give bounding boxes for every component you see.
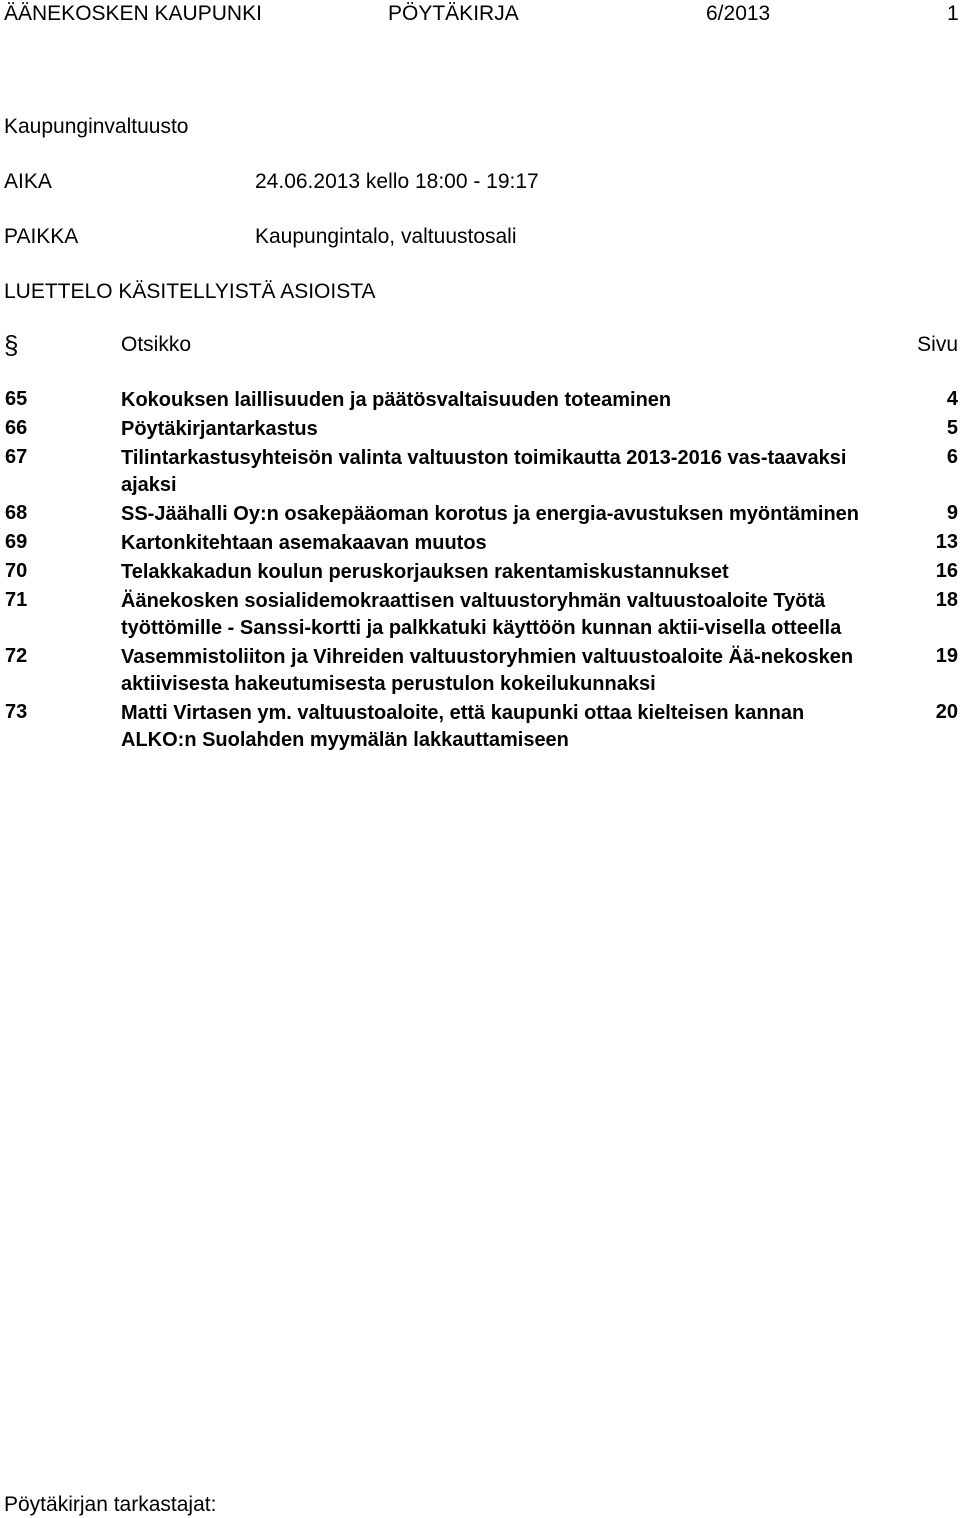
column-header-page: Sivu bbox=[917, 333, 958, 356]
agenda-page: 4 bbox=[946, 388, 958, 410]
agenda-number: 66 bbox=[5, 417, 28, 439]
time-label: AIKA bbox=[4, 170, 52, 193]
document-type: PÖYTÄKIRJA bbox=[388, 2, 519, 25]
column-header-title: Otsikko bbox=[121, 333, 192, 356]
agenda-list-title: LUETTELO KÄSITELLYISTÄ ASIOISTA bbox=[4, 280, 376, 303]
section-sign-icon: § bbox=[4, 330, 19, 360]
agenda-row bbox=[0, 559, 960, 586]
agenda-title: Telakkakadun koulun peruskorjauksen rakentamiskustannukset bbox=[121, 561, 729, 583]
agenda-title: Pöytäkirjantarkastus bbox=[121, 418, 318, 440]
place-value: Kaupungintalo, valtuustosali bbox=[255, 225, 517, 248]
agenda-row bbox=[0, 588, 960, 642]
agenda-page: 19 bbox=[935, 645, 958, 667]
agenda-number: 71 bbox=[5, 589, 28, 611]
agenda-row bbox=[0, 387, 960, 414]
agenda-number: 67 bbox=[5, 446, 28, 468]
agenda-number: 68 bbox=[5, 502, 28, 524]
agenda-page: 16 bbox=[935, 560, 958, 582]
page-number: 1 bbox=[947, 2, 959, 25]
agenda-row bbox=[0, 700, 960, 754]
agenda-page: 18 bbox=[935, 589, 958, 611]
agenda-list bbox=[0, 388, 960, 757]
agenda-number: 70 bbox=[5, 560, 28, 582]
agenda-number: 72 bbox=[5, 645, 28, 667]
agenda-title: Matti Virtasen ym. valtuustoaloite, että kaupunki ottaa kielteisen kannan ALKO:n Suolahden myymälän lakkauttamiseen bbox=[121, 702, 805, 751]
agenda-page: 6 bbox=[946, 446, 958, 468]
agenda-page: 20 bbox=[935, 701, 958, 723]
document-number: 6/2013 bbox=[706, 2, 771, 25]
agenda-page: 5 bbox=[946, 417, 958, 439]
place-label: PAIKKA bbox=[4, 225, 79, 248]
agenda-row bbox=[0, 501, 960, 528]
agenda-title: Kokouksen laillisuuden ja päätösvaltaisuuden toteaminen bbox=[121, 389, 672, 411]
agenda-title: Äänekosken sosialidemokraattisen valtuustoryhmän valtuustoaloite Työtä työttömille - Sanssi-kortti ja palkkatuki käyttöön kunnan aktii-visella otteella bbox=[121, 590, 842, 639]
agenda-title: Tilintarkastusyhteisön valinta valtuuston toimikautta 2013-2016 vas-taavaksi ajaksi bbox=[121, 447, 847, 496]
organization-name: ÄÄNEKOSKEN KAUPUNKI bbox=[4, 2, 262, 25]
time-value: 24.06.2013 kello 18:00 - 19:17 bbox=[255, 170, 539, 193]
agenda-page: 13 bbox=[935, 531, 958, 553]
agenda-number: 73 bbox=[5, 701, 28, 723]
agenda-number: 69 bbox=[5, 531, 28, 553]
agenda-title: Kartonkitehtaan asemakaavan muutos bbox=[121, 532, 487, 554]
agenda-row bbox=[0, 644, 960, 698]
agenda-title: Vasemmistoliiton ja Vihreiden valtuustoryhmien valtuustoaloite Ää-nekosken aktiivisesta hakeutumisesta perustulon kokeilukunnaksi bbox=[121, 646, 854, 695]
agenda-number: 65 bbox=[5, 388, 28, 410]
agenda-row bbox=[0, 530, 960, 557]
minutes-checkers-label: Pöytäkirjan tarkastajat: bbox=[4, 1493, 217, 1516]
agenda-row bbox=[0, 416, 960, 443]
agenda-page: 9 bbox=[946, 502, 958, 524]
agenda-title: SS-Jäähalli Oy:n osakepääoman korotus ja energia-avustuksen myöntäminen bbox=[121, 503, 860, 525]
agenda-row bbox=[0, 445, 960, 499]
council-name: Kaupunginvaltuusto bbox=[4, 115, 189, 138]
